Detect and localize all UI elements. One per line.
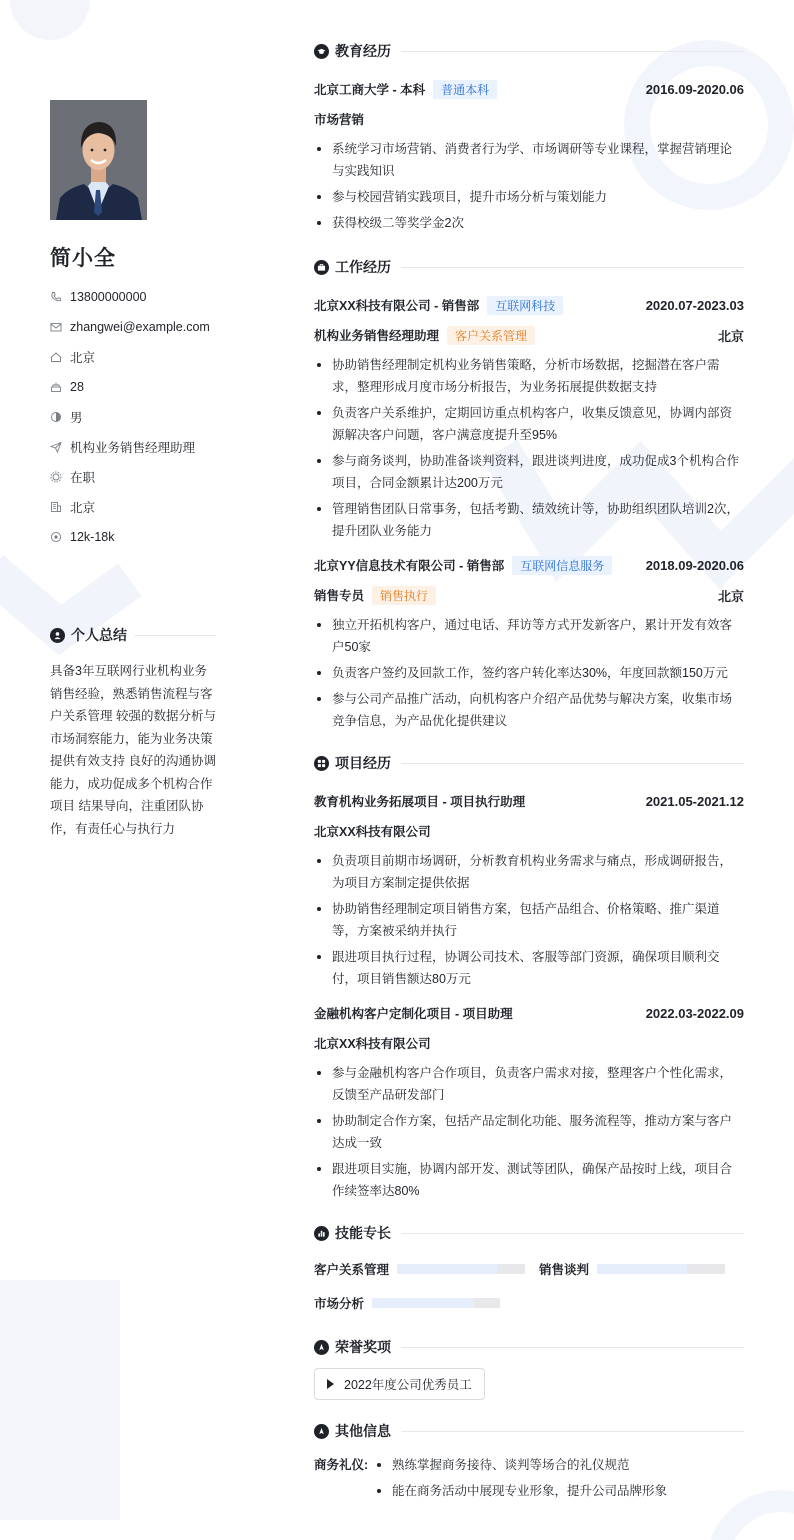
- other-label: 商务礼仪:: [314, 1458, 369, 1472]
- list-item: 参与商务谈判，协助准备谈判资料，跟进谈判进度，成功促成3个机构合作项目，合同金额累计达200万元: [314, 450, 744, 494]
- list-item: 系统学习市场营销、消费者行为学、市场调研等专业课程，掌握营销理论与实践知识: [314, 138, 744, 182]
- section-title: 其他信息: [335, 1423, 391, 1439]
- project-date: 2022.03-2022.09: [645, 1005, 744, 1021]
- job-date: 2020.07-2023.03: [645, 297, 744, 313]
- email-icon: [50, 321, 62, 333]
- list-item: 负责客户签约及回款工作，签约客户转化率达30%，年度回款额150万元: [314, 662, 744, 684]
- info-icon: [314, 1424, 329, 1439]
- list-item: 负责项目前期市场调研，分析教育机构业务需求与痛点，形成调研报告，为项目方案制定提供依据: [314, 850, 744, 894]
- divider: [401, 267, 744, 268]
- skill-label: 销售谈判: [539, 1263, 590, 1277]
- education-header: [314, 40, 744, 62]
- project-date: 2021.05-2021.12: [645, 793, 744, 809]
- project-row: [314, 786, 744, 816]
- divider: [401, 1347, 744, 1348]
- other-info-row: [314, 1452, 744, 1504]
- award-text: 2022年度公司优秀员工: [344, 1378, 472, 1392]
- info-email: [50, 312, 216, 342]
- list-item: 管理销售团队日常事务，包括考勤、绩效统计等，协助组织团队培训2次，提升团队业务能力: [314, 498, 744, 542]
- other-header: [314, 1420, 744, 1442]
- education-row: [314, 74, 744, 104]
- education-school-group: [314, 80, 497, 99]
- info-text: 12k-18k: [70, 530, 115, 544]
- major: 市场营销: [314, 113, 365, 127]
- job-entry: [314, 290, 744, 542]
- list-item: 协助制定合作方案，包括产品定制化功能、服务流程等，推动方案与客户达成一致: [314, 1110, 744, 1154]
- bar-chart-icon: [314, 1226, 329, 1241]
- section-title: 荣誉奖项: [335, 1339, 391, 1355]
- job-role-group: [314, 586, 436, 605]
- company-name: 北京YY信息技术有限公司 - 销售部: [314, 559, 505, 573]
- work-header: [314, 256, 744, 278]
- graduation-cap-icon: [314, 44, 329, 59]
- job-company-group: [314, 296, 563, 315]
- list-item: 协助销售经理制定项目销售方案，包括产品组合、价格策略、推广渠道等，方案被采纳并执行: [314, 898, 744, 942]
- phone-icon: [50, 291, 62, 303]
- project-company: 北京XX科技有限公司: [314, 825, 431, 839]
- salary-icon: [50, 531, 62, 543]
- skill-label: 客户关系管理: [314, 1263, 390, 1277]
- list-item: 负责客户关系维护，定期回访重点机构客户，收集反馈意见，协调内部资源解决客户问题，客户满意度提升至95%: [314, 402, 744, 446]
- user-icon: [50, 628, 65, 643]
- company-name: 北京XX科技有限公司 - 销售部: [314, 299, 480, 313]
- list-item: 能在商务活动中展现专业形象，提升公司品牌形象: [374, 1478, 667, 1504]
- list-item: 熟练掌握商务接待、谈判等场合的礼仪规范: [374, 1452, 667, 1478]
- job-city: 北京: [717, 328, 744, 344]
- project-company-row: [314, 816, 744, 846]
- grid-icon: [314, 756, 329, 771]
- gender-icon: [50, 411, 62, 423]
- avatar: [50, 100, 147, 220]
- job-date: 2018.09-2020.06: [645, 557, 744, 573]
- project-bullets: [314, 850, 744, 990]
- job-row: [314, 550, 744, 580]
- info-text: 28: [70, 380, 84, 394]
- skill-item: [314, 1254, 525, 1284]
- industry-tag: 互联网科技: [487, 296, 563, 315]
- skill-level: [597, 1264, 687, 1274]
- skill-bar: [397, 1264, 525, 1274]
- main-column: [314, 40, 744, 1504]
- other-list: [374, 1452, 667, 1504]
- info-text: 男: [70, 411, 83, 425]
- play-icon: [327, 1379, 334, 1389]
- projects-header: [314, 752, 744, 774]
- decor-rect: [0, 1280, 120, 1520]
- skill-bar: [597, 1264, 725, 1274]
- list-item: 获得校级二等奖学金2次: [314, 212, 744, 234]
- job-role-row: [314, 320, 744, 350]
- candidate-name: 简小全: [50, 247, 116, 270]
- info-text: 在职: [70, 471, 96, 485]
- education-entry: [314, 74, 744, 234]
- job-role: 销售专员: [314, 589, 365, 603]
- info-phone: [50, 282, 216, 312]
- skill-label: 市场分析: [314, 1297, 365, 1311]
- project-bullets: [314, 1062, 744, 1202]
- summary-title: 个人总结: [71, 627, 127, 643]
- list-item: 跟进项目实施，协调内部开发、测试等团队，确保产品按时上线，项目合作续签率达80%: [314, 1158, 744, 1202]
- info-text: 13800000000: [70, 290, 147, 304]
- cake-icon: [50, 381, 62, 393]
- section-title: 项目经历: [335, 755, 391, 771]
- job-city: 北京: [717, 588, 744, 604]
- role-tag: 客户关系管理: [447, 326, 535, 345]
- skills-list: [314, 1254, 744, 1318]
- project-entry: [314, 998, 744, 1202]
- job-bullets: [314, 614, 744, 732]
- profile-sidebar: [50, 100, 216, 552]
- home-icon: [50, 351, 62, 363]
- summary-header: [50, 625, 216, 645]
- project-company: 北京XX科技有限公司: [314, 1037, 431, 1051]
- summary-text: 具备3年互联网行业机构业务销售经验，熟悉销售流程与客户关系管理 较强的数据分析与市场洞察能力，能为业务决策提供有效支持 良好的沟通协调能力，成功促成多个机构合作项目 结果导向，注重团队协作，有责任心与执行力: [50, 664, 216, 836]
- info-text: 北京: [70, 501, 96, 515]
- info-text: 北京: [70, 351, 96, 365]
- info-location: [50, 492, 216, 522]
- divider: [401, 1233, 744, 1234]
- info-text: zhangwei@example.com: [70, 320, 210, 334]
- role-tag: 销售执行: [372, 586, 436, 605]
- info-city: [50, 342, 216, 372]
- info-position: [50, 432, 216, 462]
- divider: [401, 51, 744, 52]
- section-title: 工作经历: [335, 259, 391, 275]
- info-age: [50, 372, 216, 402]
- job-role-group: [314, 326, 535, 345]
- project-entry: [314, 786, 744, 990]
- building-icon: [50, 501, 62, 513]
- info-status: [50, 462, 216, 492]
- project-name: 教育机构业务拓展项目 - 项目执行助理: [314, 795, 526, 809]
- divider: [135, 635, 216, 636]
- job-role-row: [314, 580, 744, 610]
- degree-tag: 普通本科: [433, 80, 497, 99]
- list-item: 参与公司产品推广活动，向机构客户介绍产品优势与解决方案，收集市场竞争信息，为产品优化提供建议: [314, 688, 744, 732]
- project-row: [314, 998, 744, 1028]
- skills-header: [314, 1222, 744, 1244]
- contact-info-list: [50, 282, 216, 552]
- info-salary: [50, 522, 216, 552]
- job-entry: [314, 550, 744, 732]
- industry-tag: 互联网信息服务: [512, 556, 612, 575]
- list-item: 跟进项目执行过程，协调公司技术、客服等部门资源，确保项目顺利交付，项目销售额达80万元: [314, 946, 744, 990]
- project-company-row: [314, 1028, 744, 1058]
- education-date: 2016.09-2020.06: [645, 81, 744, 97]
- divider: [401, 763, 744, 764]
- skill-level: [372, 1298, 474, 1308]
- job-role: 机构业务销售经理助理: [314, 329, 440, 343]
- job-bullets: [314, 354, 744, 542]
- school-name: 北京工商大学 - 本科: [314, 83, 426, 97]
- briefcase-icon: [314, 260, 329, 275]
- skill-bar: [372, 1298, 500, 1308]
- list-item: 协助销售经理制定机构业务销售策略，分析市场数据，挖掘潜在客户需求，整理形成月度市场分析报告，为业务拓展提供数据支持: [314, 354, 744, 398]
- info-gender: [50, 402, 216, 432]
- divider: [401, 1431, 744, 1432]
- list-item: 独立开拓机构客户，通过电话、拜访等方式开发新客户，累计开发有效客户50家: [314, 614, 744, 658]
- award-icon: [314, 1340, 329, 1355]
- section-title: 教育经历: [335, 43, 391, 59]
- awards-header: [314, 1336, 744, 1358]
- section-title: 技能专长: [335, 1225, 391, 1241]
- job-company-group: [314, 556, 612, 575]
- education-bullets: [314, 138, 744, 234]
- major-row: [314, 104, 744, 134]
- send-icon: [50, 441, 62, 453]
- award-item: [314, 1368, 485, 1400]
- decor-circle: [10, 0, 90, 40]
- job-row: [314, 290, 744, 320]
- project-name: 金融机构客户定制化项目 - 项目助理: [314, 1007, 513, 1021]
- skill-item: [314, 1288, 500, 1318]
- list-item: 参与校园营销实践项目，提升市场分析与策划能力: [314, 186, 744, 208]
- skill-item: [539, 1254, 725, 1284]
- info-text: 机构业务销售经理助理: [70, 441, 196, 455]
- list-item: 参与金融机构客户合作项目，负责客户需求对接，整理客户个性化需求，反馈至产品研发部门: [314, 1062, 744, 1106]
- skill-level: [397, 1264, 497, 1274]
- status-icon: [50, 471, 62, 483]
